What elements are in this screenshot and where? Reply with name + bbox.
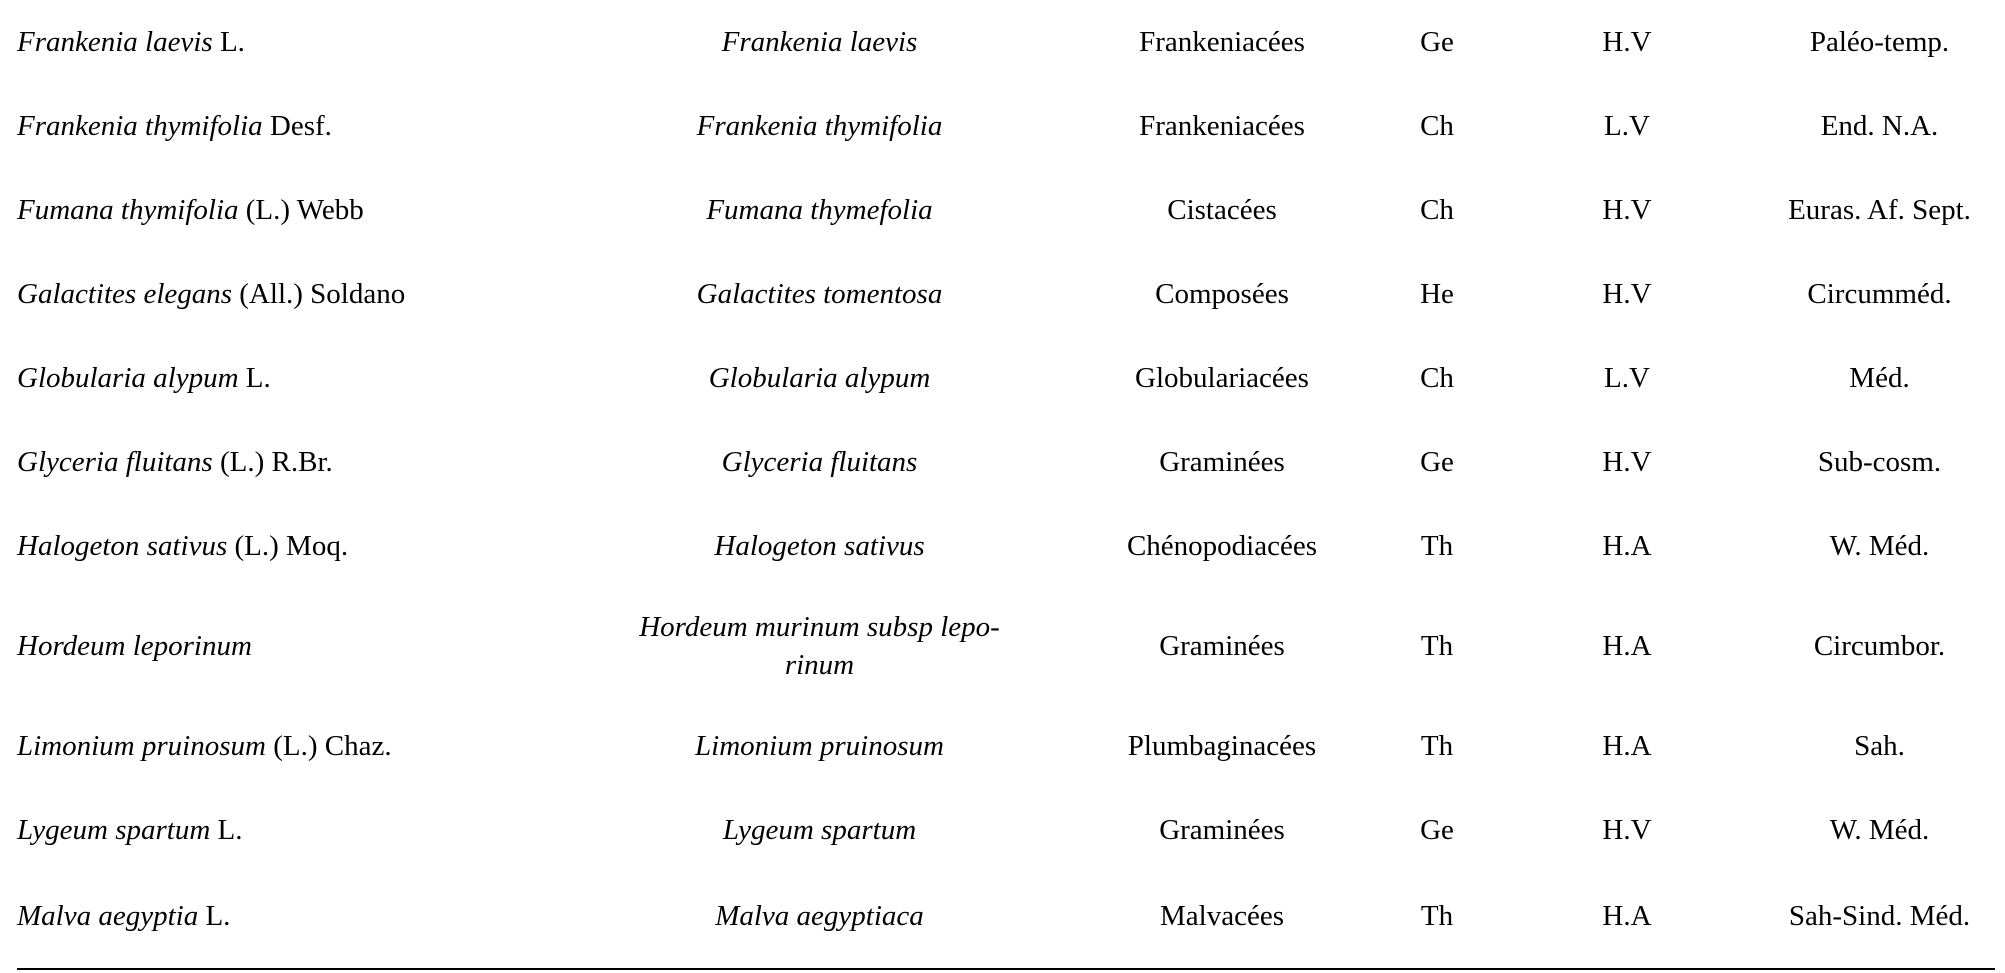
synonym-cell: Frankenia laevis [721, 26, 918, 58]
table-row [17, 168, 1997, 252]
family-cell: Composées [1155, 278, 1289, 310]
distribution-cell: End. N.A. [1820, 110, 1939, 142]
family-cell: Graminées [1159, 630, 1285, 662]
species-author: L. [212, 26, 245, 58]
table-row [17, 420, 1997, 504]
table-row [17, 872, 1997, 959]
species-name: Galactites elegans [17, 278, 233, 310]
species-name: Malva aegyptia [17, 899, 199, 932]
species-name-cell [17, 84, 577, 168]
life-form-cell: He [1420, 278, 1454, 310]
table-row [17, 788, 1997, 872]
family-cell: Graminées [1159, 814, 1285, 846]
species-table [17, 0, 1997, 959]
family-cell: Malvacées [1160, 899, 1284, 932]
type-cell: H.A [1602, 630, 1652, 662]
species-author: (All.) Soldano [232, 278, 406, 310]
synonym-cell: Limonium pruinosum [695, 730, 944, 762]
table-row [17, 704, 1997, 788]
synonym-line-2: rinum [784, 649, 855, 681]
type-cell: H.A [1602, 530, 1652, 562]
family-cell: Chénopodiacées [1126, 530, 1318, 562]
distribution-cell: W. Méd. [1829, 814, 1930, 846]
distribution-cell: W. Méd. [1829, 530, 1930, 562]
species-name-cell [17, 420, 577, 504]
synonym-cell: Fumana thymefolia [706, 194, 933, 226]
family-cell: Globulariacées [1135, 362, 1309, 394]
species-author: L. [210, 814, 243, 846]
family-cell: Cistacées [1167, 194, 1277, 226]
table-row [17, 0, 1997, 84]
species-name-cell [17, 0, 577, 84]
distribution-cell: Euras. Af. Sept. [1788, 194, 1971, 226]
species-name: Hordeum leporinum [17, 630, 252, 662]
species-name: Limonium pruinosum [17, 730, 266, 762]
table-bottom-rule [17, 968, 1995, 970]
synonym-cell: Lygeum spartum [722, 814, 917, 846]
species-author: (L.) Webb [238, 194, 364, 226]
species-name-cell [17, 168, 577, 252]
synonym-cell: Galactites tomentosa [696, 278, 943, 310]
species-name: Fumana thymifolia [17, 194, 239, 226]
distribution-cell: Sub-cosm. [1817, 446, 1942, 478]
table-row [17, 336, 1997, 420]
life-form-cell: Ge [1420, 814, 1454, 846]
synonym-line-1: Hordeum murinum subsp lepo- [639, 611, 1000, 643]
life-form-cell: Th [1420, 530, 1454, 562]
type-cell: H.A [1602, 730, 1652, 762]
species-table-container [17, 0, 1997, 959]
species-name-cell [17, 252, 577, 336]
distribution-cell: Méd. [1849, 362, 1910, 394]
species-name-cell [17, 788, 577, 872]
synonym-cell: Globularia alypum [708, 362, 931, 394]
species-name: Globularia alypum [17, 362, 239, 394]
species-author: (L.) Moq. [227, 530, 349, 562]
type-cell: L.V [1604, 110, 1650, 142]
family-cell: Plumbaginacées [1127, 730, 1317, 762]
species-name-cell [17, 588, 577, 704]
species-author: Desf. [262, 110, 332, 142]
species-name-cell [17, 872, 577, 959]
type-cell: H.V [1602, 26, 1652, 58]
type-cell: H.V [1602, 194, 1652, 226]
species-name-cell [17, 704, 577, 788]
table-row [17, 252, 1997, 336]
species-name: Glyceria fluitans [17, 446, 213, 478]
table-row [17, 84, 1997, 168]
species-author: L. [198, 899, 231, 932]
species-name: Frankenia thymifolia [17, 110, 263, 142]
synonym-cell: Malva aegyptiaca [715, 899, 924, 932]
synonym-cell [577, 588, 1062, 704]
life-form-cell: Ge [1420, 26, 1454, 58]
synonym-cell: Glyceria fluitans [721, 446, 918, 478]
distribution-cell: Sah-Sind. Méd. [1788, 899, 1971, 932]
distribution-cell: Circumméd. [1807, 278, 1952, 310]
life-form-cell: Th [1420, 899, 1454, 932]
life-form-cell: Ch [1420, 362, 1454, 394]
type-cell: H.V [1602, 814, 1652, 846]
life-form-cell: Ch [1420, 110, 1454, 142]
family-cell: Frankeniacées [1139, 26, 1305, 58]
species-name-cell [17, 336, 577, 420]
family-cell: Frankeniacées [1139, 110, 1305, 142]
life-form-cell: Ch [1420, 194, 1454, 226]
life-form-cell: Th [1420, 730, 1454, 762]
type-cell: H.V [1602, 446, 1652, 478]
synonym-cell: Frankenia thymifolia [696, 110, 943, 142]
table-row [17, 504, 1997, 588]
species-name: Halogeton sativus [17, 530, 228, 562]
species-author: L. [238, 362, 271, 394]
species-author: (L.) R.Br. [212, 446, 333, 478]
species-name: Frankenia laevis [17, 26, 213, 58]
type-cell: H.V [1602, 278, 1652, 310]
species-author: (L.) Chaz. [265, 730, 392, 762]
table-row [17, 588, 1997, 704]
distribution-cell: Circumbor. [1813, 630, 1946, 662]
life-form-cell: Th [1420, 630, 1454, 662]
life-form-cell: Ge [1420, 446, 1454, 478]
type-cell: L.V [1604, 362, 1650, 394]
type-cell: H.A [1602, 899, 1652, 932]
species-name-cell [17, 504, 577, 588]
family-cell: Graminées [1159, 446, 1285, 478]
distribution-cell: Sah. [1854, 730, 1905, 762]
species-name: Lygeum spartum [17, 814, 211, 846]
synonym-cell: Halogeton sativus [714, 530, 925, 562]
distribution-cell: Paléo-temp. [1809, 26, 1950, 58]
